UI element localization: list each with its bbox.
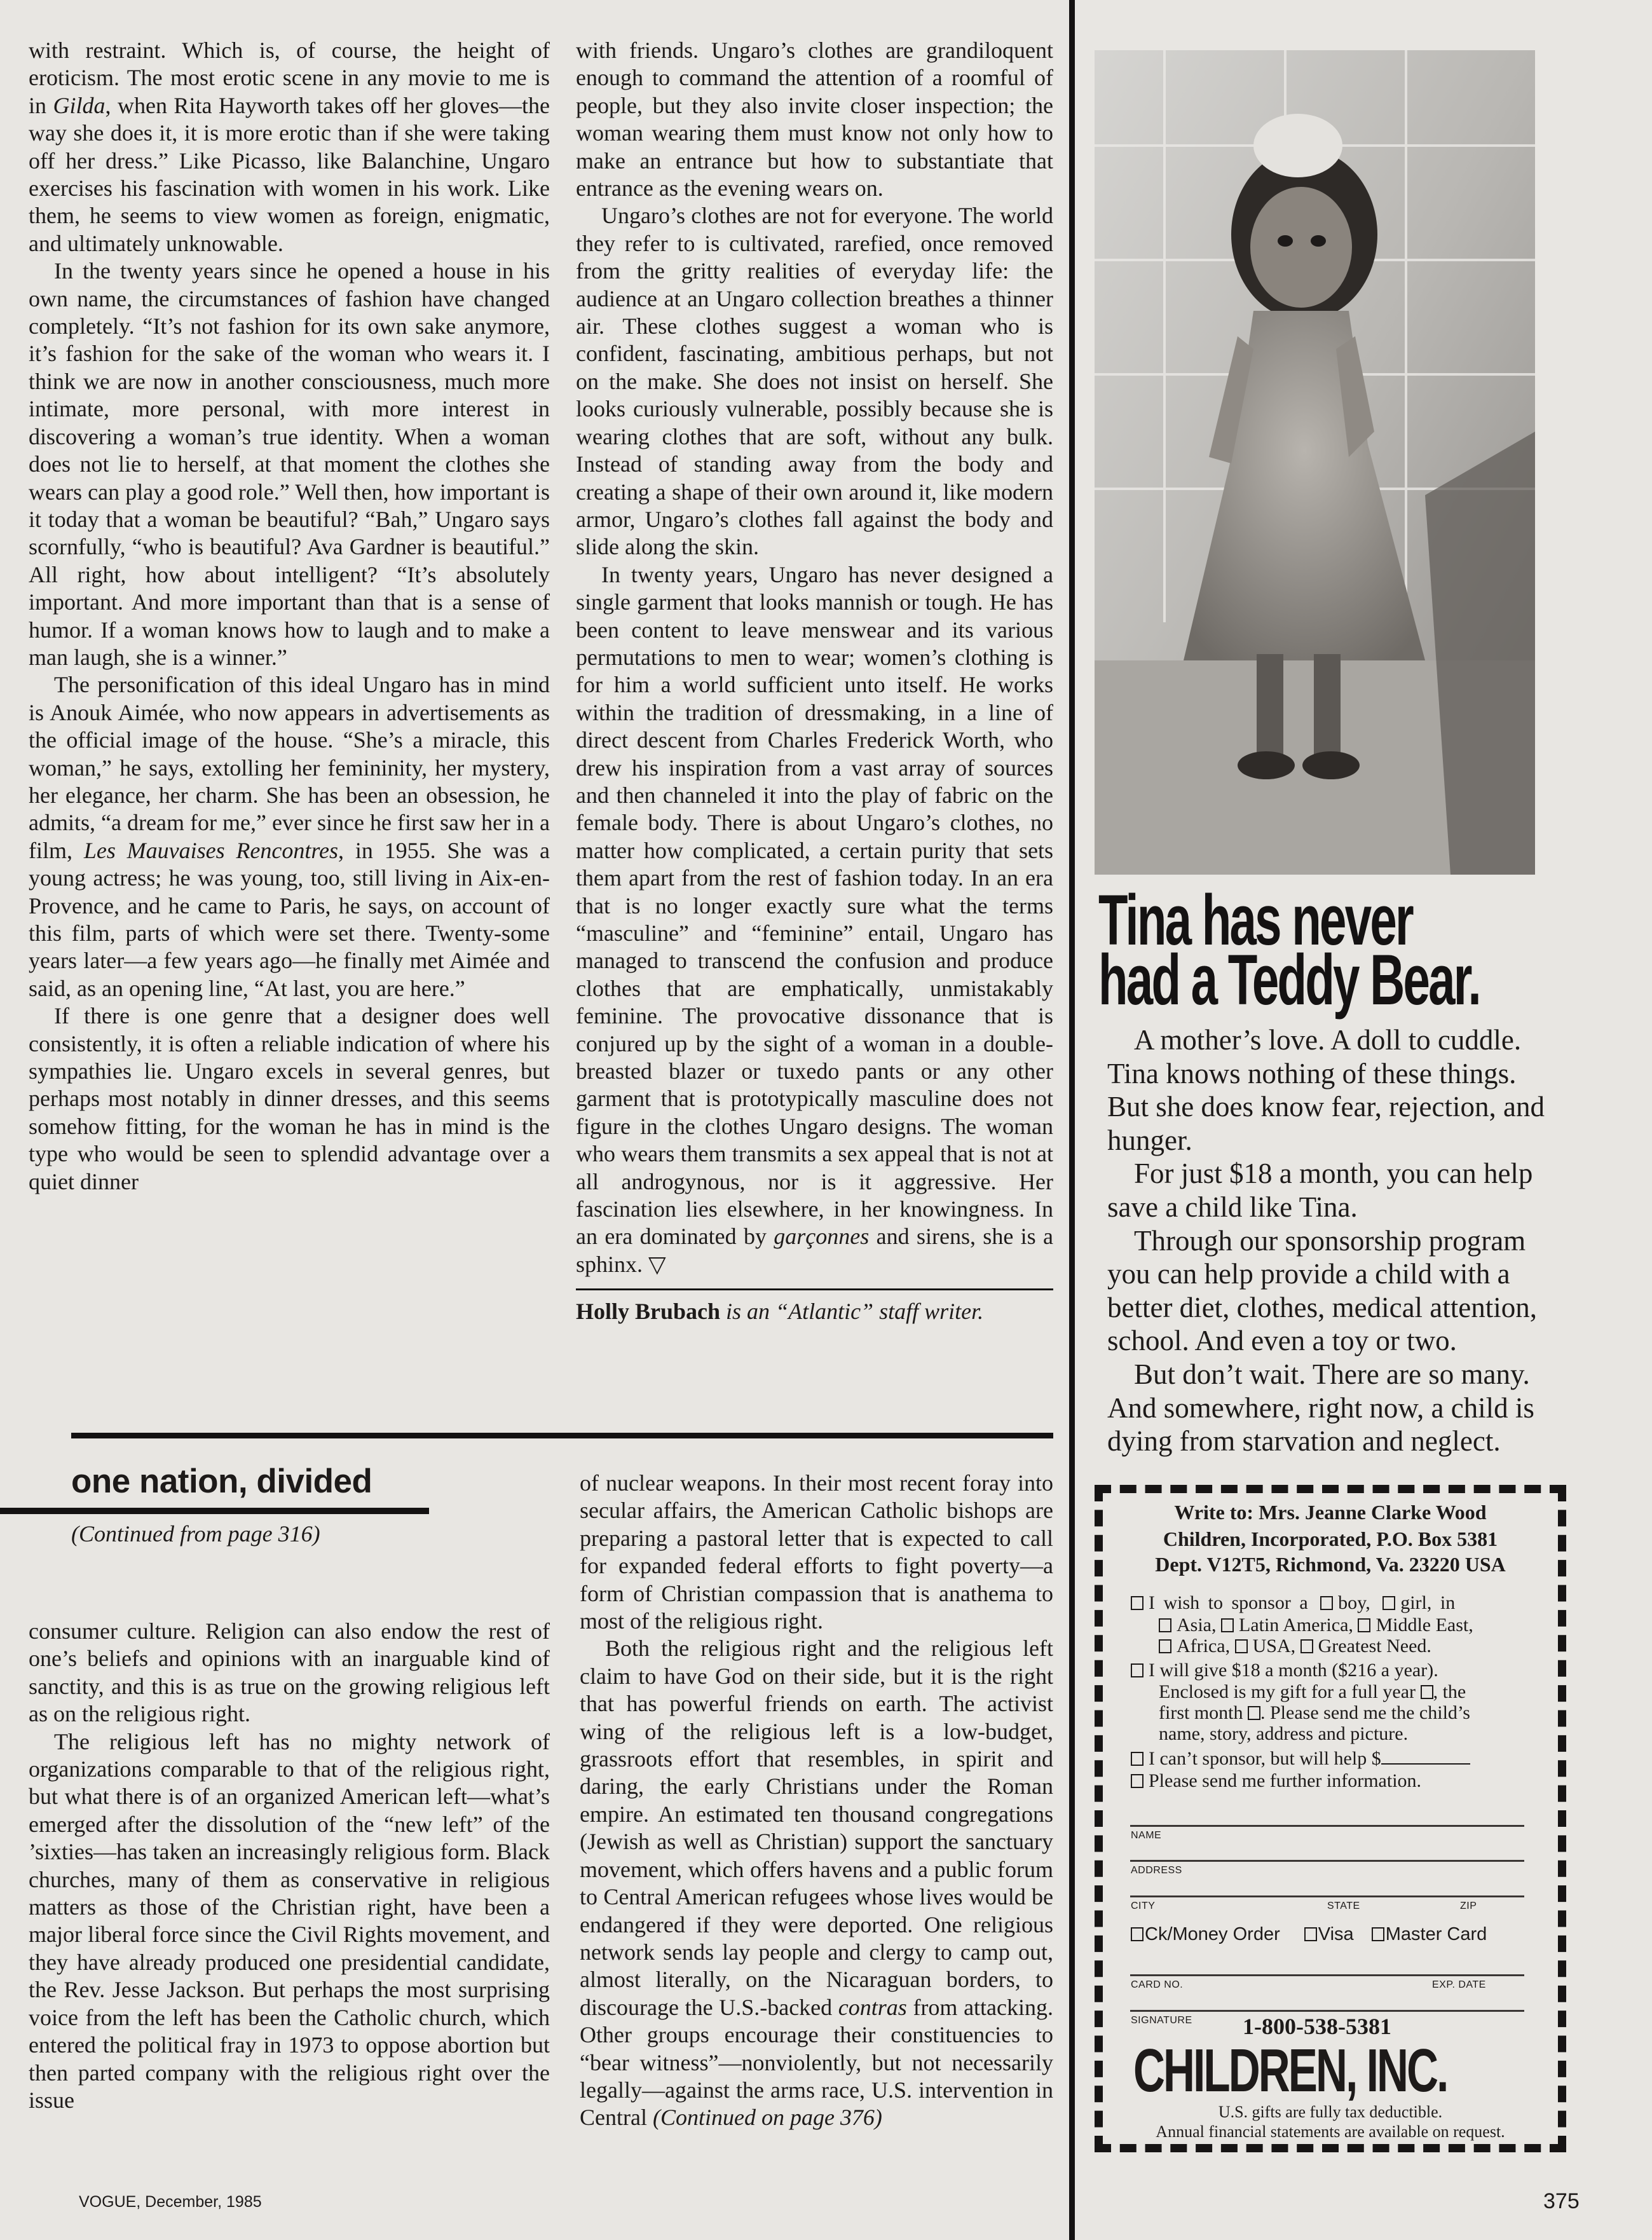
write-to-line: Write to: Mrs. Jeanne Clarke Wood [1174, 1501, 1487, 1524]
checkbox[interactable] [1131, 1774, 1143, 1788]
checkbox-visa[interactable] [1304, 1927, 1317, 1941]
checkbox-africa[interactable] [1159, 1639, 1171, 1653]
tax-deductible-note: U.S. gifts are fully tax deductible. [1218, 2103, 1443, 2121]
option-label: Greatest Need. [1318, 1636, 1431, 1656]
article-top-column-2 [576, 37, 1053, 1326]
paragraph [580, 1635, 1053, 2131]
option-label: Middle East, [1376, 1615, 1473, 1636]
text-run: with restraint. Which is, of course, the height of eroticism. The most erotic scene in any movie to me is in [29, 38, 550, 118]
section-title: one nation, divided [71, 1463, 372, 1500]
option-sponsor[interactable] [1131, 1592, 1455, 1614]
continued-from: (Continued from page 316) [71, 1521, 320, 1547]
text-run: with friends. Ungaro’s clothes are grandiloquent enough to command the attention of a roomful of people, but they also invite closer inspection; the woman wearing them must know not only how to make an entrance but how to substantiate that entrance as the evening wears on. [576, 38, 1053, 201]
text-run: In twenty years, Ungaro has never designed a single garment that looks mannish or tough. He has been content to leave menswear and its various permutations to men to wear; women’s clothing is for him a world sufficient unto itself. He works within the tradition of dressmaking, in a line of direct descent from Charles Frederick Worth, who drew his inspiration from a vast array of sources and then channeled it into the play of fabric on the female body. There is about Ungaro’s clothes, no matter how complicated, a certain purity that sets them apart from the rest of fashion today. In an era that is no longer exactly sure what the terms “masculine” and “feminine” entail, Ungaro has managed to transcend the confusion and produce clothes that are emphatically, unmistakably feminine. The provocative dissonance that is conjured up by the sight of a woman in a double-breasted blazer or tuxedo pants or any other garment that is prototypically masculine does not figure in the clothes Ungaro designs. The woman who wears them transmits a sex appeal that is not at all androgynous, nor is it aggressive. Her fascination lies elsewhere, in her knowingness. In an era dominated by [576, 561, 1053, 1250]
children-inc-logo: CHILDREN, INC. [1133, 2037, 1447, 2105]
option-label: first month [1159, 1702, 1243, 1723]
region-options [1159, 1636, 1431, 1657]
paragraph [29, 37, 550, 257]
option-label: USA, [1252, 1636, 1296, 1656]
region-options [1159, 1615, 1473, 1636]
checkbox-middle-east[interactable] [1358, 1618, 1370, 1632]
paragraph [29, 1002, 550, 1196]
option-label: girl, in [1400, 1592, 1456, 1613]
paragraph [576, 202, 1053, 561]
italic-text: garçonnes [774, 1224, 870, 1250]
text-run: The religious left has no mighty network of organizations comparable to that of the religious right, but what there is of an organized American left—what’s emerged after the dissolution of the “new left” of the ’sixties—has taken an increasingly religious form. Black churches, many of them as conservative in religious matters as those of the Christian right, have been a major liberal force since the Civil Rights movement, and they have already produced one presidential candidate, the Rev. Jesse Jackson. But perhaps the most surprising voice from the left has been the Catholic church, which entered the political fray in 1973 to oppose abortion but then parted company with the religious right over the issue [29, 1728, 550, 2113]
text-run: In the twenty years since he opened a house in his own name, the circumstances of fashion have changed completely. “It’s not fashion for its own sake anymore, it’s fashion for the sake of the woman who wears it. I think we are now in another consciousness, much more intimate, more personal, with more interest in discovering a woman’s true identity. When a woman does not lie to herself, at that moment the clothes she wears can play a good role.” Well then, how important is it today that a woman be beautiful? “Bah,” Ungaro says scornfully, “who is beautiful? Ava Gardner is beautiful.” All right, how about intelligent? “It’s absolutely important. And more important than that is a sense of humor. If a woman knows how to laugh and to make a man laugh, she is a winner.” [29, 258, 550, 670]
paragraph [576, 37, 1053, 202]
checkbox-first-month[interactable] [1248, 1706, 1260, 1720]
signature-label: SIGNATURE [1131, 2015, 1192, 2026]
text-run: of nuclear weapons. In their most recent foray into secular affairs, the American Catholic bishops are preparing a pastoral letter that is expected to call for expanded federal efforts to fight poverty—a form of Christian compassion that is anathema to most of the religious right. [580, 1470, 1053, 1634]
checkbox-boy[interactable] [1320, 1596, 1333, 1610]
text-run: and sirens, she is a sphinx. ▽ [576, 1224, 1053, 1277]
option-label: I can’t sponsor, but will help $ [1149, 1748, 1381, 1769]
text-run: Ungaro’s clothes are not for everyone. The world they refer to is cultivated, rarefied, once removed from the gritty realities of everyday life: the audience at an Ungaro collection breathes a thinner air. These clothes suggest a woman who is confident, fascinating, ambitious perhaps, but not on the make. She does not insist on herself. She looks curiously vulnerable, possibly because she is wearing clothes that are soft, without any bulk. Instead of standing away from the body and creating a shape of their own around it, like modern armor, Ungaro’s clothes fall against the body and slide along the skin. [576, 203, 1053, 560]
byline-author: Holly Brubach [576, 1299, 721, 1325]
address-label: ADDRESS [1131, 1865, 1182, 1876]
city-field[interactable] [1130, 1895, 1524, 1897]
text-run: consumer culture. Religion can also endow the rest of one’s beliefs and opinions with an inarguable kind of sanctity, and this is as true on the growing religious left as on the religious right. [29, 1618, 550, 1727]
financial-statements-note: Annual financial statements are available on request. [1156, 2122, 1505, 2141]
checkbox-full-year[interactable] [1421, 1685, 1433, 1699]
card-number-label: CARD NO. [1131, 1979, 1184, 1990]
checkbox-latin-america[interactable] [1221, 1618, 1234, 1632]
text-run: from attacking. Other groups encourage their constituencies to “bear witness”—nonviolently, but not necessarily legally—against the arms race, U.S. intervention in Central [580, 1994, 1054, 2131]
option-label: I will give $18 a month ($216 a year). [1149, 1660, 1438, 1681]
magazine-footer: VOGUE, December, 1985 [79, 2193, 262, 2211]
article-top-column-1 [29, 37, 550, 1196]
exp-date-label: EXP. DATE [1432, 1979, 1486, 1990]
signature-field[interactable] [1130, 2010, 1524, 2012]
byline-description: is an “Atlantic” staff writer. [720, 1299, 984, 1325]
section-title-bar [0, 1508, 429, 1514]
checkbox-money-order[interactable] [1131, 1927, 1143, 1941]
option-label: Latin America, [1239, 1615, 1353, 1636]
option-further-info[interactable] [1131, 1770, 1421, 1792]
phone-number: 1-800-538-5381 [1243, 2014, 1391, 2039]
checkbox-asia[interactable] [1159, 1618, 1171, 1632]
article-top-column-2-text [576, 37, 1053, 1278]
option-label: , the [1433, 1681, 1466, 1702]
article-bottom-column-1 [29, 1618, 550, 2114]
address-field[interactable] [1130, 1860, 1524, 1862]
checkbox[interactable] [1131, 1752, 1143, 1766]
first-month-line [1159, 1702, 1470, 1724]
name-story-line: name, story, address and picture. [1159, 1723, 1409, 1744]
name-field[interactable] [1130, 1825, 1524, 1827]
city-label: CITY [1131, 1901, 1156, 1911]
payment-label: Ck/Money Order [1145, 1924, 1280, 1944]
vertical-column-divider [1069, 0, 1075, 2240]
option-cant-sponsor[interactable] [1131, 1748, 1470, 1770]
checkbox-master-card[interactable] [1372, 1927, 1384, 1941]
article-bottom-column-2 [580, 1470, 1053, 2132]
write-to-line: Dept. V12T5, Richmond, Va. 23220 USA [1155, 1553, 1506, 1576]
section-divider [71, 1433, 1053, 1438]
text-run: The personification of this ideal Ungaro has in mind is Anouk Aimée, who now appears in advertisements as the official image of the house. “She’s a miracle, this woman,” he says, extolling her femininity, her mystery, her elegance, her charm. She has been an obsession, he admits, “a dream for me,” ever since he first saw her in a film, [29, 672, 550, 863]
ad-paragraph: A mother’s love. A doll to cuddle. Tina knows nothing of these things. But she does know fear, rejection, and hunger. [1107, 1024, 1545, 1156]
page-number: 375 [1543, 2189, 1580, 2213]
ad-headline-line-1: Tina has never [1098, 880, 1412, 960]
paragraph [580, 1470, 1053, 1635]
option-label: Enclosed is my gift for a full year [1159, 1681, 1416, 1702]
checkbox-girl[interactable] [1382, 1596, 1395, 1610]
paragraph [29, 671, 550, 1002]
payment-label: Master Card [1385, 1924, 1487, 1944]
checkbox-greatest-need[interactable] [1300, 1639, 1313, 1653]
name-label: NAME [1131, 1830, 1162, 1841]
enclosed-line [1159, 1681, 1466, 1703]
option-label: Please send me further information. [1149, 1770, 1422, 1791]
ad-paragraph: But don’t wait. There are so many. And somewhere, right now, a child is dying from starvation and neglect. [1107, 1358, 1534, 1458]
italic-text: Les Mauvaises Rencontres [83, 837, 339, 863]
text-run: Both the religious right and the religious left claim to have God on their side, but it is the right that has powerful friends on earth. The activist wing of the religious left is a low-budget, grassroots effort that resembles, in spirit and daring, the early Christians under the Roman empire. An estimated ten thousand congregations (Jewish as well as Christian) support the sanctuary movement, which offers havens and a public forum to Central American refugees whose lives would be endangered if they were deported. One religious network sends lay people and clergy to camp out, almost literally, on the Nicaraguan borders, to discourage the U.S.-backed [580, 1636, 1053, 2020]
byline [576, 1288, 1053, 1325]
write-to-line: Children, Incorporated, P.O. Box 5381 [1163, 1527, 1498, 1550]
option-give[interactable] [1131, 1660, 1438, 1681]
zip-label: ZIP [1460, 1901, 1477, 1911]
italic-text: Gilda [53, 92, 106, 118]
option-label: boy, [1338, 1592, 1370, 1613]
option-label: . Please send me the child’s [1260, 1702, 1470, 1723]
checkbox[interactable] [1131, 1663, 1143, 1677]
paragraph [29, 1618, 550, 1728]
italic-text: (Continued on page 376) [652, 2105, 882, 2131]
text-run: , in 1955. She was a young actress; he was young, too, still living in Aix-en-Provence, and he came to Paris, he says, on account of this film, parts of which were set there. Twenty-some years later—a few years ago—he finally met Aimée and said, as an opening line, “At last, you are here.” [29, 837, 550, 1001]
text-run: , when Rita Hayworth takes off her gloves—the way she does it, it is more erotic than if she were taking off her dress.” Like Picasso, like Balanchine, Ungaro exercises his fascination with women in his work. Like them, he seems to view women as foreign, enigmatic, and ultimately unknowable. [29, 92, 550, 256]
checkbox-usa[interactable] [1235, 1639, 1248, 1653]
paragraph [29, 257, 550, 671]
option-label: I wish to sponsor a [1149, 1592, 1308, 1613]
payment-options [1131, 1924, 1487, 1945]
card-number-field[interactable] [1130, 1974, 1524, 1976]
amount-field[interactable] [1381, 1748, 1470, 1765]
paragraph [29, 1728, 550, 2115]
state-label: STATE [1327, 1901, 1360, 1911]
ad-headline-line-2: had a Teddy Bear. [1098, 940, 1480, 1020]
text-run: If there is one genre that a designer does well consistently, it is often a reliable indication of where his sympathies lie. Ungaro excels in several genres, but perhaps most notably in dinner dresses, and this seems somehow fitting, for the woman he has in mind is the type who would be seen to splendid advantage over a quiet dinner [29, 1003, 550, 1194]
italic-text: contras [838, 1994, 907, 2020]
option-label: Africa, [1177, 1636, 1231, 1656]
checkbox[interactable] [1131, 1596, 1143, 1610]
ad-paragraph: Through our sponsorship program you can help provide a child with a better diet, clothes, medical attention, school. And even a toy or two. [1107, 1224, 1538, 1357]
ad-paragraph: For just $18 a month, you can help save a child like Tina. [1107, 1158, 1533, 1223]
paragraph [576, 561, 1053, 1279]
option-label: Asia, [1177, 1615, 1217, 1636]
payment-label: Visa [1318, 1924, 1354, 1944]
